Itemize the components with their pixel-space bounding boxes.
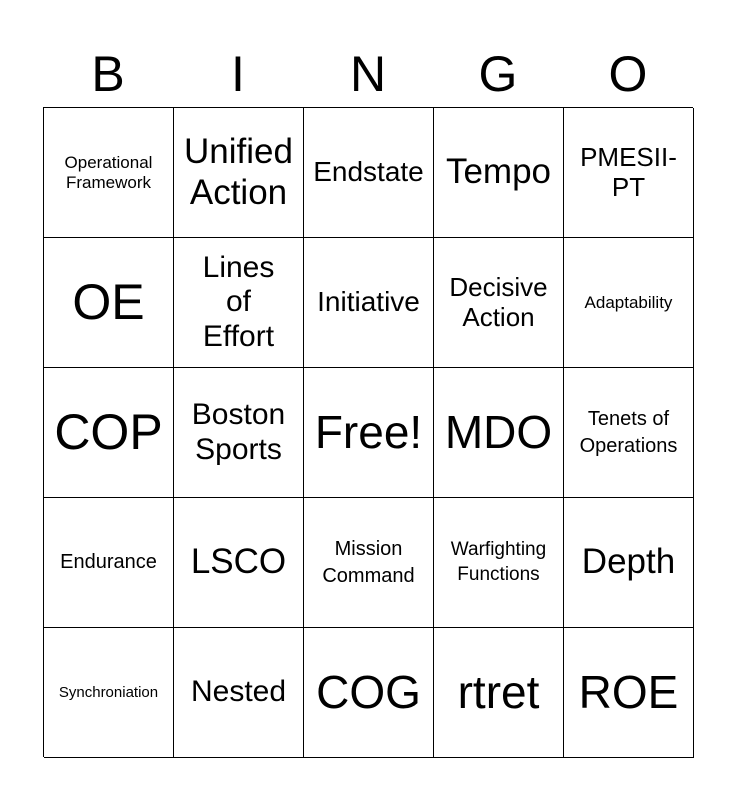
bingo-cell[interactable] bbox=[304, 108, 434, 238]
cell-label: PMESII- PT bbox=[580, 141, 677, 202]
cell-label: Depth bbox=[581, 542, 676, 582]
cell-label: Nested bbox=[190, 675, 287, 709]
cell-label: COG bbox=[316, 666, 421, 719]
bingo-cell[interactable] bbox=[564, 108, 694, 238]
cell-label: Adaptability bbox=[584, 292, 673, 312]
cell-label: Endstate bbox=[313, 156, 424, 188]
header-letter-n: N bbox=[349, 46, 387, 102]
cell-label: Endurance bbox=[60, 551, 157, 573]
header-letter-i: I bbox=[231, 46, 245, 102]
bingo-cell[interactable] bbox=[564, 628, 694, 758]
bingo-cell[interactable] bbox=[434, 238, 564, 368]
cell-label: Mission Command bbox=[322, 537, 415, 587]
cell-label: OE bbox=[72, 273, 145, 330]
cell-label: COP bbox=[54, 403, 163, 460]
bingo-cell[interactable] bbox=[44, 238, 174, 368]
bingo-cell[interactable] bbox=[304, 498, 434, 628]
bingo-cell[interactable] bbox=[44, 108, 174, 238]
cell-label: Unified Action bbox=[184, 132, 293, 212]
cell-label: Warfighting Functions bbox=[450, 538, 547, 585]
bingo-cell[interactable] bbox=[174, 108, 304, 238]
bingo-cell[interactable] bbox=[564, 368, 694, 498]
bingo-cell[interactable] bbox=[434, 498, 564, 628]
bingo-cell[interactable] bbox=[304, 368, 434, 498]
cell-label: Initiative bbox=[317, 286, 420, 318]
bingo-cell[interactable] bbox=[304, 628, 434, 758]
cell-label: Operational Framework bbox=[64, 152, 153, 192]
bingo-board bbox=[43, 107, 693, 757]
cell-label: Lines of Effort bbox=[202, 250, 275, 353]
bingo-cell[interactable] bbox=[44, 498, 174, 628]
cell-label: Tempo bbox=[445, 152, 552, 192]
cell-label: ROE bbox=[578, 666, 679, 719]
bingo-cell[interactable] bbox=[174, 368, 304, 498]
bingo-cell[interactable] bbox=[44, 368, 174, 498]
bingo-header bbox=[43, 40, 693, 108]
cell-label: MDO bbox=[444, 406, 553, 459]
cell-label: LSCO bbox=[190, 542, 287, 582]
cell-label: Tenets of Operations bbox=[579, 407, 678, 457]
header-letter-o: O bbox=[608, 46, 648, 102]
cell-label: rtret bbox=[457, 666, 540, 719]
header-letter-g: G bbox=[478, 46, 518, 102]
header-letter-b: B bbox=[91, 46, 125, 102]
bingo-cell[interactable] bbox=[174, 238, 304, 368]
bingo-cell[interactable] bbox=[44, 628, 174, 758]
cell-label: Free! bbox=[314, 406, 423, 459]
bingo-cell[interactable] bbox=[434, 628, 564, 758]
bingo-cell[interactable] bbox=[564, 498, 694, 628]
bingo-cell[interactable] bbox=[434, 108, 564, 238]
bingo-cell[interactable] bbox=[564, 238, 694, 368]
cell-label: Synchroniation bbox=[58, 683, 159, 701]
bingo-cell[interactable] bbox=[434, 368, 564, 498]
bingo-cell[interactable] bbox=[174, 628, 304, 758]
cell-label: Decisive Action bbox=[449, 271, 548, 332]
bingo-cell[interactable] bbox=[174, 498, 304, 628]
cell-label: Boston Sports bbox=[191, 398, 286, 466]
bingo-cell[interactable] bbox=[304, 238, 434, 368]
